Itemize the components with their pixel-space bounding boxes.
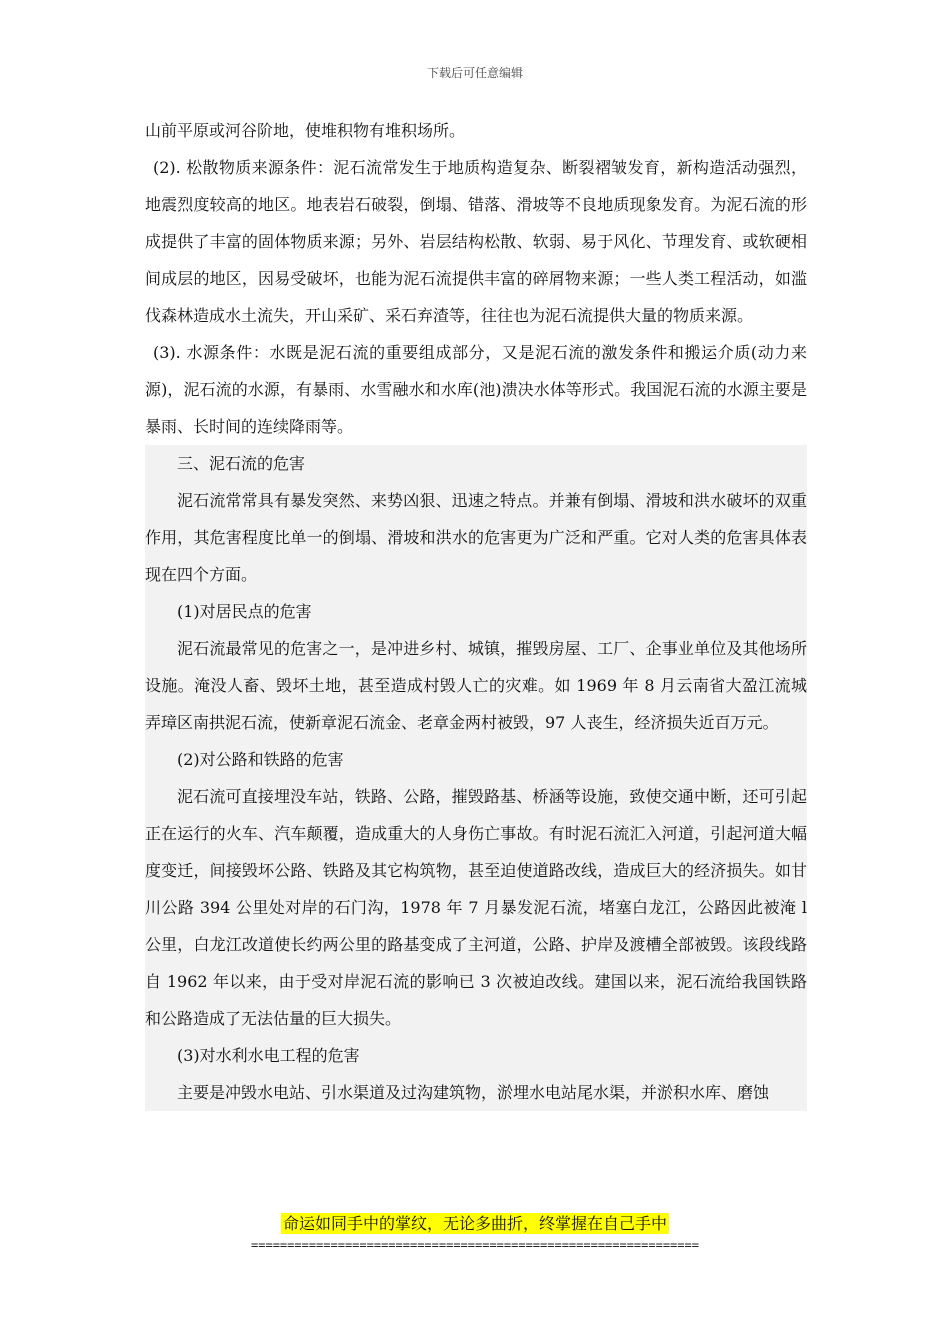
paragraph-material-source: (2). 松散物质来源条件：泥石流常发生于地质构造复杂、断裂褶皱发育，新构造活动强烈，地震烈度较高的地区。地表岩石破裂，倒塌、错落、滑坡等不良地质现象发育。为泥石流的形成提供了丰富的固体物质来源；另外、岩层结构松散、软弱、易于风化、节理发育、或软硬相间成层的地区，因易受破坏，也能为泥石流提供丰富的碎屑物来源；一些人类工程活动，如滥伐森林造成水土流失，开山采矿、采石弃渣等，往往也为泥石流提供大量的物质来源。 [145, 158, 807, 325]
heading-hydropower: (3)对水利水电工程的危害 [177, 1046, 360, 1065]
heading-settlements: (1)对居民点的危害 [177, 602, 312, 621]
footer-motto-text: 命运如同手中的掌纹，无论多曲折，终掌握在自己手中 [282, 1214, 667, 1233]
paragraph-roads-railways: 泥石流可直接埋没车站，铁路、公路，摧毁路基、桥涵等设施，致使交通中断，还可引起正在运行的火车、汽车颠覆，造成重大的人身伤亡事故。有时泥石流汇入河道，引起河道大幅度变迁，间接毁坏公路、铁路及其它构筑物，甚至迫使道路改线，造成巨大的经济损失。如甘川公路 394 公里处对岸的石门沟，1978 年 7 月暴发泥石流，堵塞白龙江，公路因此被淹 l 公里，白龙江改道使长约两公里的路基变成了主河道，公路、护岸及渡槽全部被毁。该段线路自 1962 年以来，由于受对岸泥石流的影响已 3 次被迫改线。建国以来，泥石流给我国铁路和公路造成了无法估量的巨大损失。 [145, 787, 807, 1028]
section-title: 三、泥石流的危害 [177, 454, 306, 473]
paragraph-continuation: 山前平原或河谷阶地，使堆积物有堆积场所。 [145, 121, 466, 140]
paragraph-hazard-intro: 泥石流常常具有暴发突然、来势凶狠、迅速之特点。并兼有倒塌、滑坡和洪水破坏的双重作用，其危害程度比单一的倒塌、滑坡和洪水的危害更为广泛和严重。它对人类的危害具体表现在四个方面。 [145, 491, 807, 584]
shaded-section [145, 445, 807, 1111]
page-header-note: 下载后可任意编辑 [426, 66, 523, 80]
paragraph-water-source: (3). 水源条件：水既是泥石流的重要组成部分，又是泥石流的激发条件和搬运介质(动力来源)，泥石流的水源，有暴雨、水雪融水和水库(池)溃决水体等形式。我国泥石流的水源主要是暴雨、长时间的连续降雨等。 [145, 343, 807, 436]
footer-motto [0, 1211, 950, 1234]
document-body [145, 112, 807, 1111]
paragraph-hydropower: 主要是冲毁水电站、引水渠道及过沟建筑物，淤埋水电站尾水渠，并淤积水库、磨蚀 [177, 1083, 770, 1102]
paragraph-settlements: 泥石流最常见的危害之一，是冲进乡村、城镇，摧毁房屋、工厂、企事业单位及其他场所设施。淹没人畜、毁坏土地，甚至造成村毁人亡的灾难。如 1969 年 8 月云南省大盈江流城弄璋区南拱泥石流，使新章泥石流金、老章金两村被毁，97 人丧生，经济损失近百万元。 [145, 639, 807, 732]
heading-roads-railways: (2)对公路和铁路的危害 [177, 750, 344, 769]
footer-rule: ============================================================== [251, 1238, 699, 1252]
